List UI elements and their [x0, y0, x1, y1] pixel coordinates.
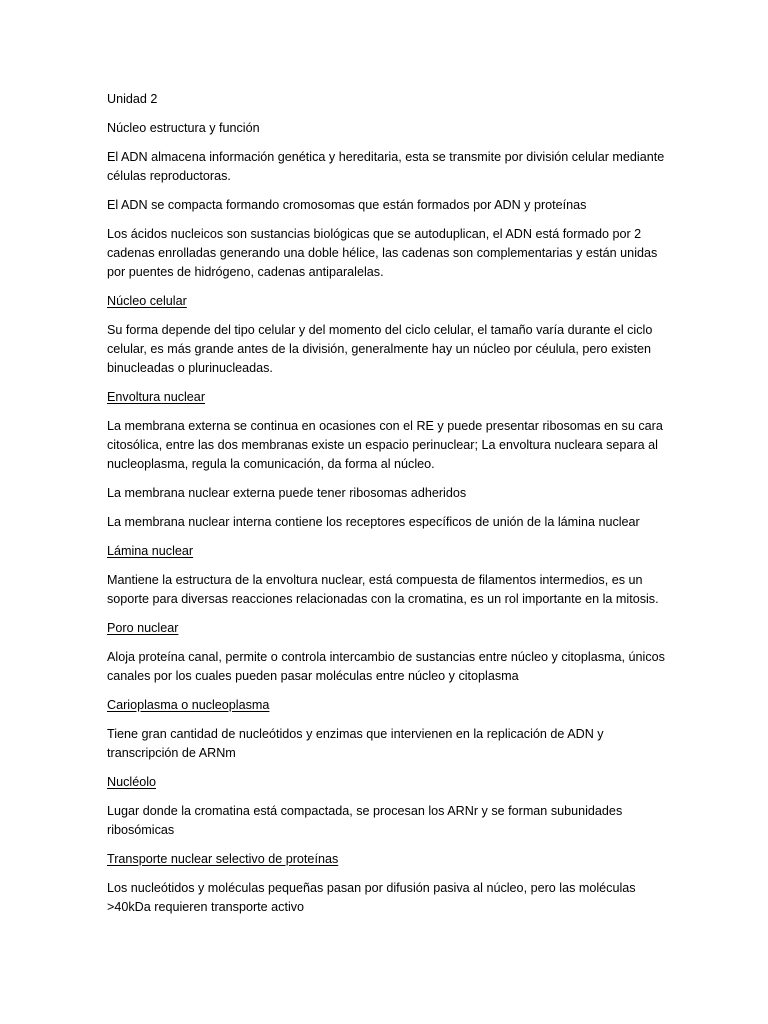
paragraph-nucleo-celular: Su forma depende del tipo celular y del momento del ciclo celular, el tamaño varía durante el ciclo celular, es más grande antes de la división, generalmente hay un núcleo por céulula, pero existen binucleadas o plurinucleadas.	[107, 323, 653, 375]
heading-nucleolo: Nucléolo	[107, 775, 157, 789]
paragraph-adn-compacta: El ADN se compacta formando cromosomas que están formados por ADN y proteínas	[107, 198, 587, 212]
document-page	[107, 90, 667, 927]
paragraph-adn-almacena: El ADN almacena información genética y hereditaria, esta se transmite por división celular mediante células reproductoras.	[107, 150, 665, 183]
heading-carioplasma: Carioplasma o nucleoplasma	[107, 698, 270, 712]
paragraph-acidos-nucleicos: Los ácidos nucleicos son sustancias biológicas que se autoduplican, el ADN está formado por 2 cadenas enrolladas generando una doble hélice, las cadenas son complementarias y están unidas por puentes de hidrógeno, cadenas antiparalelas.	[107, 227, 658, 279]
heading-poro-nuclear: Poro nuclear	[107, 621, 179, 635]
paragraph-poro-nuclear: Aloja proteína canal, permite o controla intercambio de sustancias entre núcleo y citoplasma, únicos canales por los cuales pueden pasar moléculas entre núcleo y citoplasma	[107, 650, 665, 683]
unit-label: Unidad 2	[107, 92, 158, 106]
heading-envoltura-nuclear: Envoltura nuclear	[107, 390, 206, 404]
heading-transporte-nuclear: Transporte nuclear selectivo de proteínas	[107, 852, 339, 866]
paragraph-lamina-nuclear: Mantiene la estructura de la envoltura nuclear, está compuesta de filamentos intermedios, es un soporte para diversas reacciones relacionadas con la cromatina, es un rol importante en la mitosis.	[107, 573, 659, 606]
paragraph-membrana-nuclear-interna: La membrana nuclear interna contiene los receptores específicos de unión de la lámina nuclear	[107, 515, 640, 529]
paragraph-carioplasma: Tiene gran cantidad de nucleótidos y enzimas que intervienen en la replicación de ADN y transcripción de ARNm	[107, 727, 604, 760]
paragraph-nucleolo: Lugar donde la cromatina está compactada, se procesan los ARNr y se forman subunidades ribosómicas	[107, 804, 623, 837]
paragraph-membrana-externa: La membrana externa se continua en ocasiones con el RE y puede presentar ribosomas en su cara citosólica, entre las dos membranas existe un espacio perinuclear; La envoltura nucleara separa al nucleoplasma, regula la comunicación, da forma al núcleo.	[107, 419, 663, 471]
paragraph-transporte-nuclear: Los nucleótidos y moléculas pequeñas pasan por difusión pasiva al núcleo, pero las moléculas >40kDa requieren transporte activo	[107, 881, 636, 914]
heading-nucleo-celular: Núcleo celular	[107, 294, 187, 308]
heading-lamina-nuclear: Lámina nuclear	[107, 544, 194, 558]
paragraph-membrana-nuclear-externa: La membrana nuclear externa puede tener ribosomas adheridos	[107, 486, 467, 500]
document-title: Núcleo estructura y función	[107, 121, 260, 135]
